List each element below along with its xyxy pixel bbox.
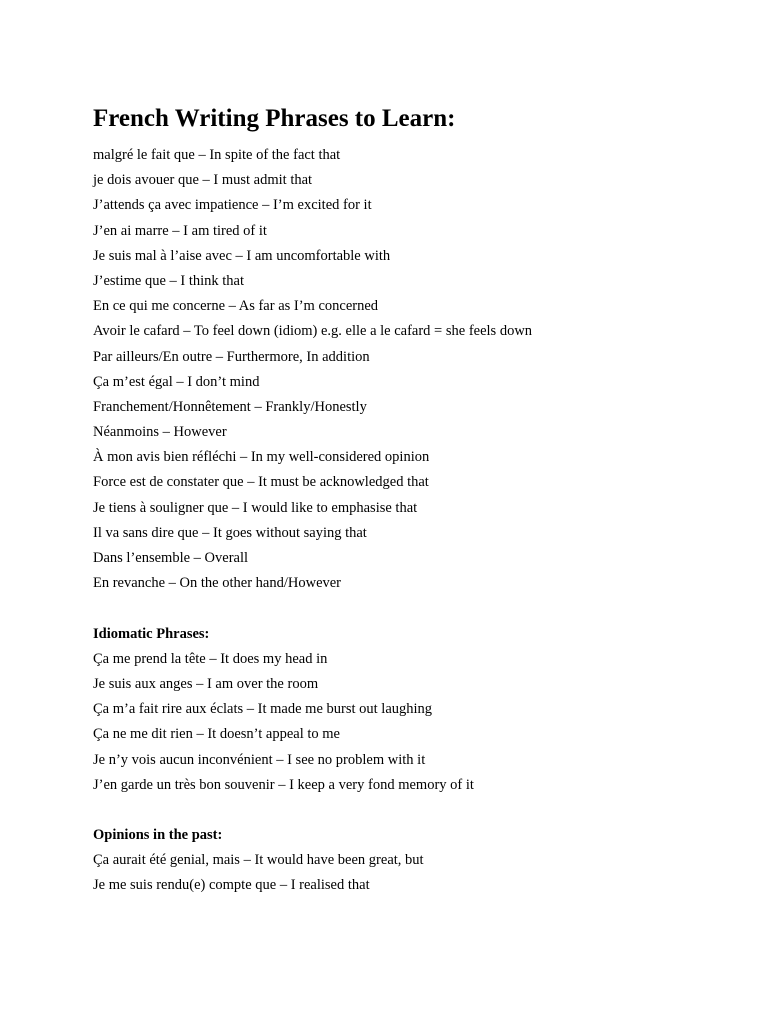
phrase-line: Il va sans dire que – It goes without saying that xyxy=(93,524,367,541)
phrase-line: En revanche – On the other hand/However xyxy=(93,575,342,592)
phrase-line: Je suis mal à l’aise avec – I am uncomfortable with xyxy=(93,247,391,264)
idiomatic-phrase-list xyxy=(93,647,733,798)
main-phrase-list xyxy=(93,143,733,596)
document-page xyxy=(93,100,733,899)
phrase-line: Je n’y vois aucun inconvénient – I see no problem with it xyxy=(93,751,426,768)
phrase-line: J’en garde un très bon souvenir – I keep a very fond memory of it xyxy=(93,776,474,793)
phrase-line: Je me suis rendu(e) compte que – I realised that xyxy=(93,877,370,894)
phrase-line: je dois avouer que – I must admit that xyxy=(93,172,313,189)
phrase-line: Ça aurait été genial, mais – It would have been great, but xyxy=(93,852,424,869)
phrase-line: Ça me prend la tête – It does my head in xyxy=(93,650,328,667)
phrase-line: Avoir le cafard – To feel down (idiom) e.g. elle a le cafard = she feels down xyxy=(93,323,533,340)
phrase-line: À mon avis bien réfléchi – In my well-considered opinion xyxy=(93,449,430,466)
phrase-line: Force est de constater que – It must be acknowledged that xyxy=(93,474,429,491)
phrase-line: En ce qui me concerne – As far as I’m concerned xyxy=(93,298,379,315)
phrase-line: J’en ai marre – I am tired of it xyxy=(93,222,267,239)
phrase-line: Par ailleurs/En outre – Furthermore, In addition xyxy=(93,348,370,365)
phrase-line: Dans l’ensemble – Overall xyxy=(93,550,249,566)
phrase-line: Franchement/Honnêtement – Frankly/Honestly xyxy=(93,398,367,415)
phrase-line: Ça m’a fait rire aux éclats – It made me burst out laughing xyxy=(93,701,433,718)
idiomatic-heading: Idiomatic Phrases: xyxy=(93,625,210,642)
phrase-line: J’estime que – I think that xyxy=(93,272,245,289)
phrase-line: Néanmoins – However xyxy=(93,424,227,441)
document-title: French Writing Phrases to Learn: xyxy=(93,105,456,132)
past-opinions-heading: Opinions in the past: xyxy=(93,827,223,844)
phrase-line: Je suis aux anges – I am over the room xyxy=(93,675,319,692)
past-phrase-list xyxy=(93,848,733,898)
phrase-line: Je tiens à souligner que – I would like to emphasise that xyxy=(93,499,418,516)
phrase-line: malgré le fait que – In spite of the fact that xyxy=(93,147,341,163)
phrase-line: Ça m’est égal – I don’t mind xyxy=(93,373,260,390)
phrase-line: Ça ne me dit rien – It doesn’t appeal to me xyxy=(93,726,340,743)
phrase-line: J’attends ça avec impatience – I’m excited for it xyxy=(93,197,372,214)
